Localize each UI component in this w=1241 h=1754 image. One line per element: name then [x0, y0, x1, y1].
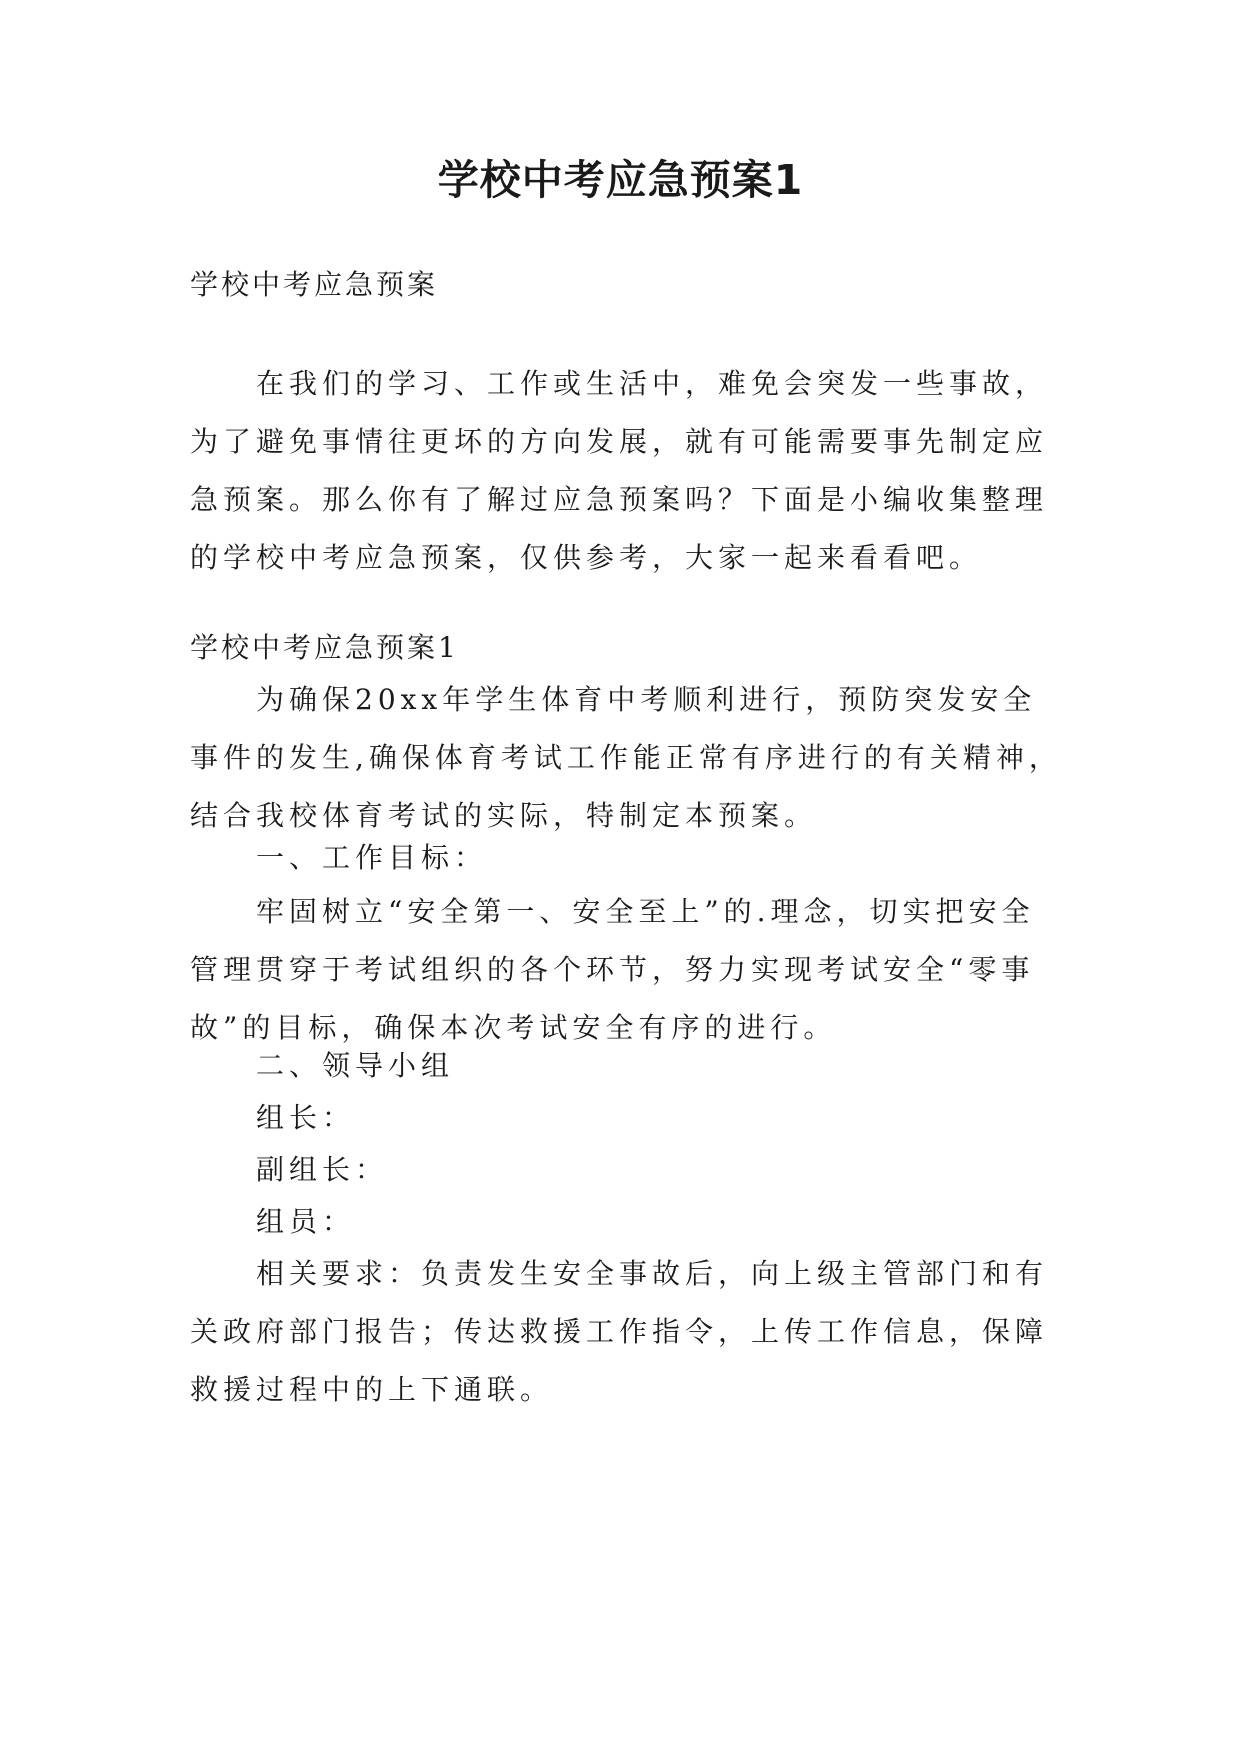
leadership-group-heading: 二、领导小组: [256, 1049, 455, 1082]
work-goal-heading: 一、工作目标：: [256, 841, 488, 874]
members-line: 组员：: [256, 1205, 356, 1238]
requirements-paragraph: 相关要求：负责发生安全事故后，向上级主管部门和有关政府部门报告；传达救援工作指令，上传工作信息，保障救援过程中的上下通联。: [190, 1257, 1049, 1406]
work-goal-paragraph: 牢固树立“安全第一、安全至上”的.理念，切实把安全管理贯穿于考试组织的各个环节，努力实现考试安全“零事故”的目标，确保本次考试安全有序的进行。: [190, 895, 1035, 1044]
deputy-leader-line: 副组长：: [256, 1153, 389, 1186]
purpose-paragraph: 为确保20xx年学生体育中考顺利进行，预防突发安全事件的发生,确保体育考试工作能正常有序进行的有关精神，结合我校体育考试的实际，特制定本预案。: [190, 683, 1062, 832]
section-heading: 学校中考应急预案1: [190, 631, 459, 664]
document-title: 学校中考应急预案1: [437, 156, 804, 204]
intro-paragraph: 在我们的学习、工作或生活中，难免会突发一些事故，为了避免事情往更坏的方向发展，就有可能需要事先制定应急预案。那么你有了解过应急预案吗？下面是小编收集整理的学校中考应急预案，仅供参考，大家一起来看看吧。: [190, 367, 1049, 574]
document-subtitle: 学校中考应急预案: [190, 268, 439, 301]
group-leader-line: 组长：: [256, 1101, 356, 1134]
